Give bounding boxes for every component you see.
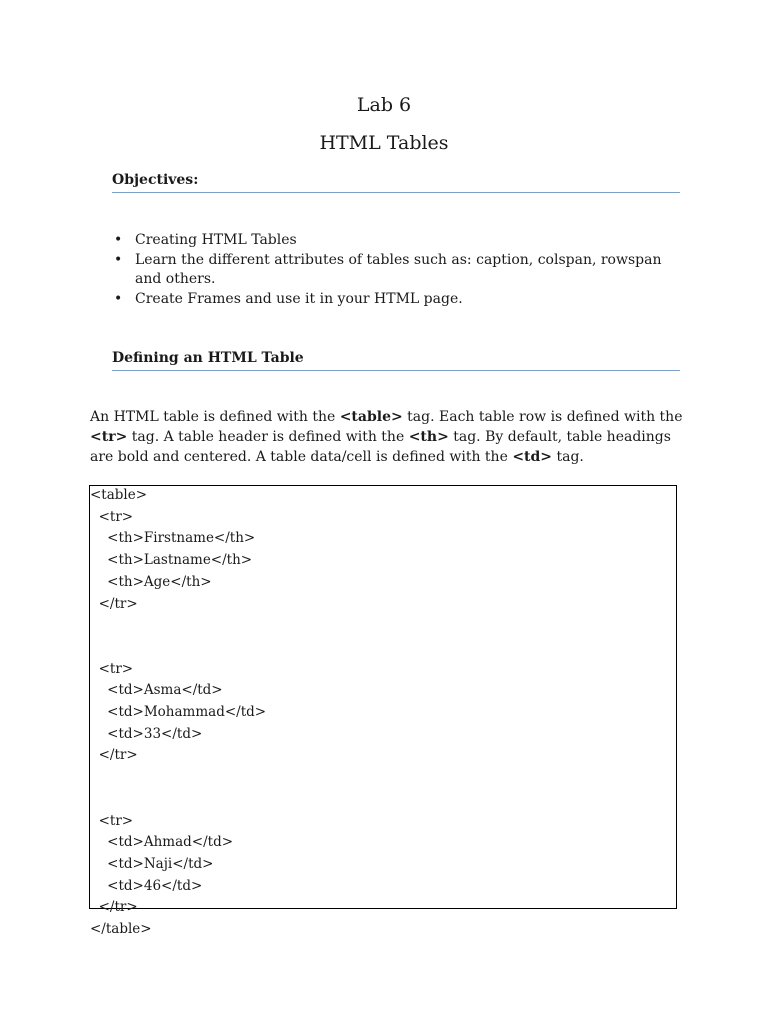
- objective-item: • Create Frames and use it in your HTML page.: [112, 290, 672, 310]
- document-title: HTML Tables: [319, 132, 449, 154]
- code-line: <th>Lastname</th>: [90, 552, 253, 569]
- code-line: </tr>: [90, 595, 138, 612]
- td-tag-keyword: <td>: [512, 448, 553, 465]
- code-line: <td>Naji</td>: [90, 855, 214, 872]
- paragraph-text: An HTML table is defined with the: [90, 409, 340, 425]
- code-line: <td>33</td>: [90, 725, 203, 742]
- code-line: <td>46</td>: [90, 877, 203, 894]
- code-line: <th>Firstname</th>: [90, 530, 256, 547]
- code-line: <td>Asma</td>: [90, 682, 223, 699]
- table-definition-paragraph: [90, 408, 690, 467]
- paragraph-text: tag. Each table row is defined with the: [402, 409, 683, 425]
- table-tag-keyword: <table>: [339, 409, 403, 425]
- defining-table-heading: Defining an HTML Table: [112, 349, 680, 371]
- paragraph-text: tag. By default, table headings are bold and centered. A table data/cell is defined with the: [90, 428, 671, 465]
- objective-item: • Learn the different attributes of tables such as: caption, colspan, rowspan and others.: [112, 251, 672, 290]
- code-line: </tr>: [90, 899, 138, 916]
- code-line: <tr>: [90, 660, 134, 677]
- code-line: <tr>: [90, 508, 134, 525]
- code-line: <td>Mohammad</td>: [90, 704, 267, 720]
- th-tag-keyword: <th>: [408, 428, 449, 445]
- code-line: <th>Age</th>: [90, 573, 212, 590]
- objectives-heading: Objectives:: [112, 171, 680, 193]
- code-line: <td>Ahmad</td>: [90, 834, 234, 851]
- code-line: <table>: [90, 487, 148, 503]
- tr-tag-keyword: <tr>: [90, 428, 128, 445]
- code-line: <tr>: [90, 812, 134, 829]
- code-example-box: [89, 485, 677, 937]
- paragraph-text: tag. A table header is defined with the: [127, 428, 409, 445]
- lab-number-title: Lab 6: [356, 94, 412, 116]
- code-line: </table>: [90, 921, 152, 937]
- paragraph-text: tag.: [552, 448, 584, 465]
- objectives-list: [112, 231, 672, 309]
- code-line: </tr>: [90, 747, 138, 764]
- objective-item: • Creating HTML Tables: [112, 231, 672, 251]
